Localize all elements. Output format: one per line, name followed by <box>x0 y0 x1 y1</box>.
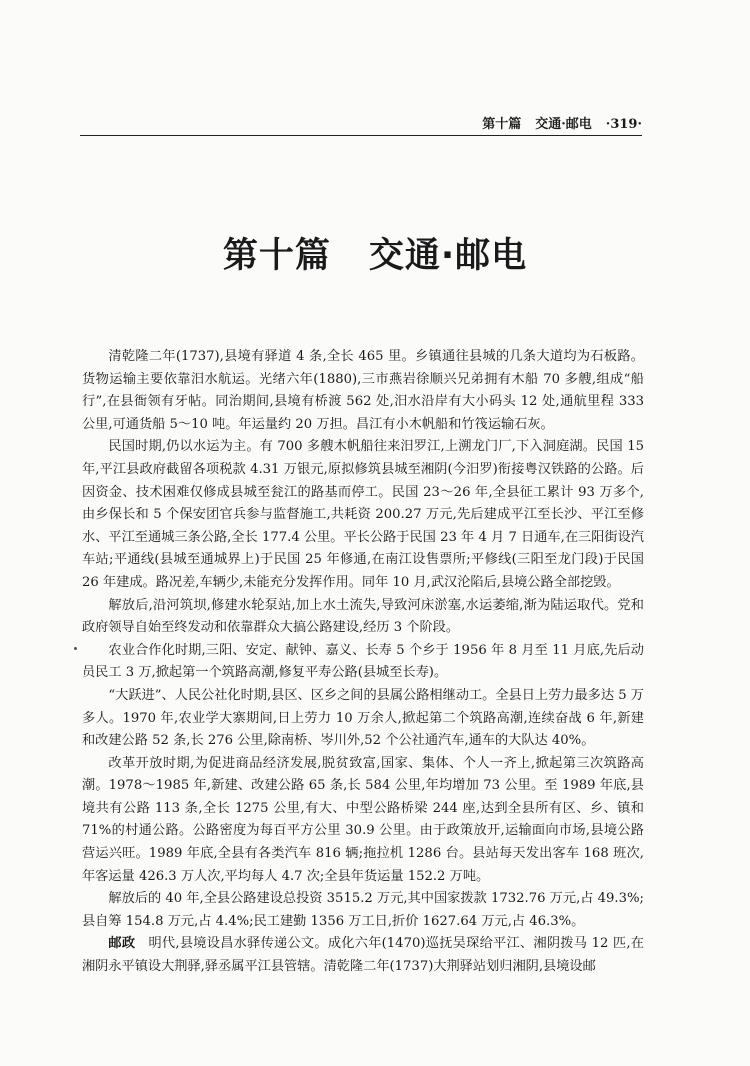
scan-speck <box>74 647 77 650</box>
chapter-title <box>0 228 750 278</box>
paragraph: “大跃进”、人民公社化时期,县区、区乡之间的县属公路相继动工。全县日上劳力最多达 5 万多人。1970 年,农业学大寨期间,日上劳力 10 万余人,掀起第二个筑路高潮,连续奋战 6 年,新建和改建公路 52 条,长 276 公里,除南桥、岑川外,52 个公社通汽车,通车的大队达 40%。 <box>82 687 644 749</box>
paragraph: 改革开放时期,为促进商品经济发展,脱贫致富,国家、集体、个人一齐上,掀起第三次筑路高潮。1978～1985 年,新建、改建公路 65 条,长 584 公里,年均增加 73 公里。至 1989 年底,县境共有公路 113 条,全长 1275 公里,有大、中型公路桥梁 244 座,达到全县所有区、乡、镇和 71%的村通公路。公路密度为每百平方公里 30.9 公里。由于政策放开,运输面向市场,县境公路营运兴旺。1989 年底,全县有各类汽车 816 辆;拖拉机 1286 台。县站每天发出客车 168 班次,年客运量 426.3 万人次,平均每人 4.7 次;全县年货运量 152.2 万吨。 <box>82 755 644 884</box>
paragraph: 农业合作化时期,三阳、安定、献钟、嘉义、长寿 5 个乡于 1956 年 8 月至 11 月底,先后动员民工 3 万,掀起第一个筑路高潮,修复平寿公路(县城至长寿)。 <box>82 642 644 681</box>
header-topic: 交通·邮电 <box>535 117 592 132</box>
postal-text: 明代,县境设昌水驿传递公文。成化六年(1470)巡抚吴琛给平江、湘阴拨马 12 匹,在湘阴永平镇设大荆驿,驿丞属平江县管辖。清乾隆二年(1737)大荆驿站划归湘阴,县境设邮 <box>82 936 644 975</box>
running-header <box>80 113 642 136</box>
postal-heading: 邮政 <box>108 936 136 952</box>
postal-paragraph <box>82 933 644 978</box>
title-name: 交通·邮电 <box>368 236 528 276</box>
paragraph: 解放后的 40 年,全县公路建设总投资 3515.2 万元,其中国家拨款 1732.76 万元,占 49.3%;县自筹 154.8 万元,占 4.4%;民工建勤 1356 万工日,折价 1627.64 万元,占 46.3%。 <box>82 891 644 929</box>
page-number: ·319· <box>605 117 642 132</box>
body-text <box>82 346 644 979</box>
paragraph: 清乾隆二年(1737),县境有驿道 4 条,全长 465 里。乡镇通往县城的几条大道均为石板路。货物运输主要依靠汨水航运。光绪六年(1880),三市燕岩徐顺兴兄弟拥有木船 70 多艘,组成“船行”,在县衙领有牙帖。同治期间,县境有桥渡 562 处,汨水沿岸有大小码头 12 处,通航里程 333 公里,可通货船 5～10 吨。年运量约 20 万担。昌江有小木帆船和竹筏运输石灰。 <box>82 349 644 432</box>
paragraph: 民国时期,仍以水运为主。有 700 多艘木帆船往来汨罗江,上溯龙门厂,下入洞庭湖。民国 15 年,平江县政府截留各项税款 4.31 万银元,原拟修筑县城至湘阴(今汨罗)衔接粤汉铁路的公路。后因资金、技术困难仅修成县城至瓮江的路基而停工。民国 23～26 年,全县征工累计 93 万多个,由乡保长和 5 个保安团官兵参与监督施工,共耗资 200.27 万元,先后建成平江至长沙、平江至修水、平江至通城三条公路,全长 177.4 公里。平长公路于民国 23 年 4 月 7 日通车,在三阳街设汽车站;平通线(县城至通城界上)于民国 25 年修通,在南江设售票所;平修线(三阳至龙门段)于民国 26 年建成。路况差,车辆少,未能充分发挥作用。同年 10 月,武汉沦陷后,县境公路全部挖毁。 <box>82 439 644 590</box>
header-section: 第十篇 <box>482 117 522 132</box>
paragraph: 解放后,沿河筑坝,修建水轮泵站,加上水土流失,导致河床淤塞,水运萎缩,渐为陆运取代。党和政府领导自始至终发动和依靠群众大搞公路建设,经历 3 个阶段。 <box>82 597 644 636</box>
title-part: 第十篇 <box>222 236 331 276</box>
